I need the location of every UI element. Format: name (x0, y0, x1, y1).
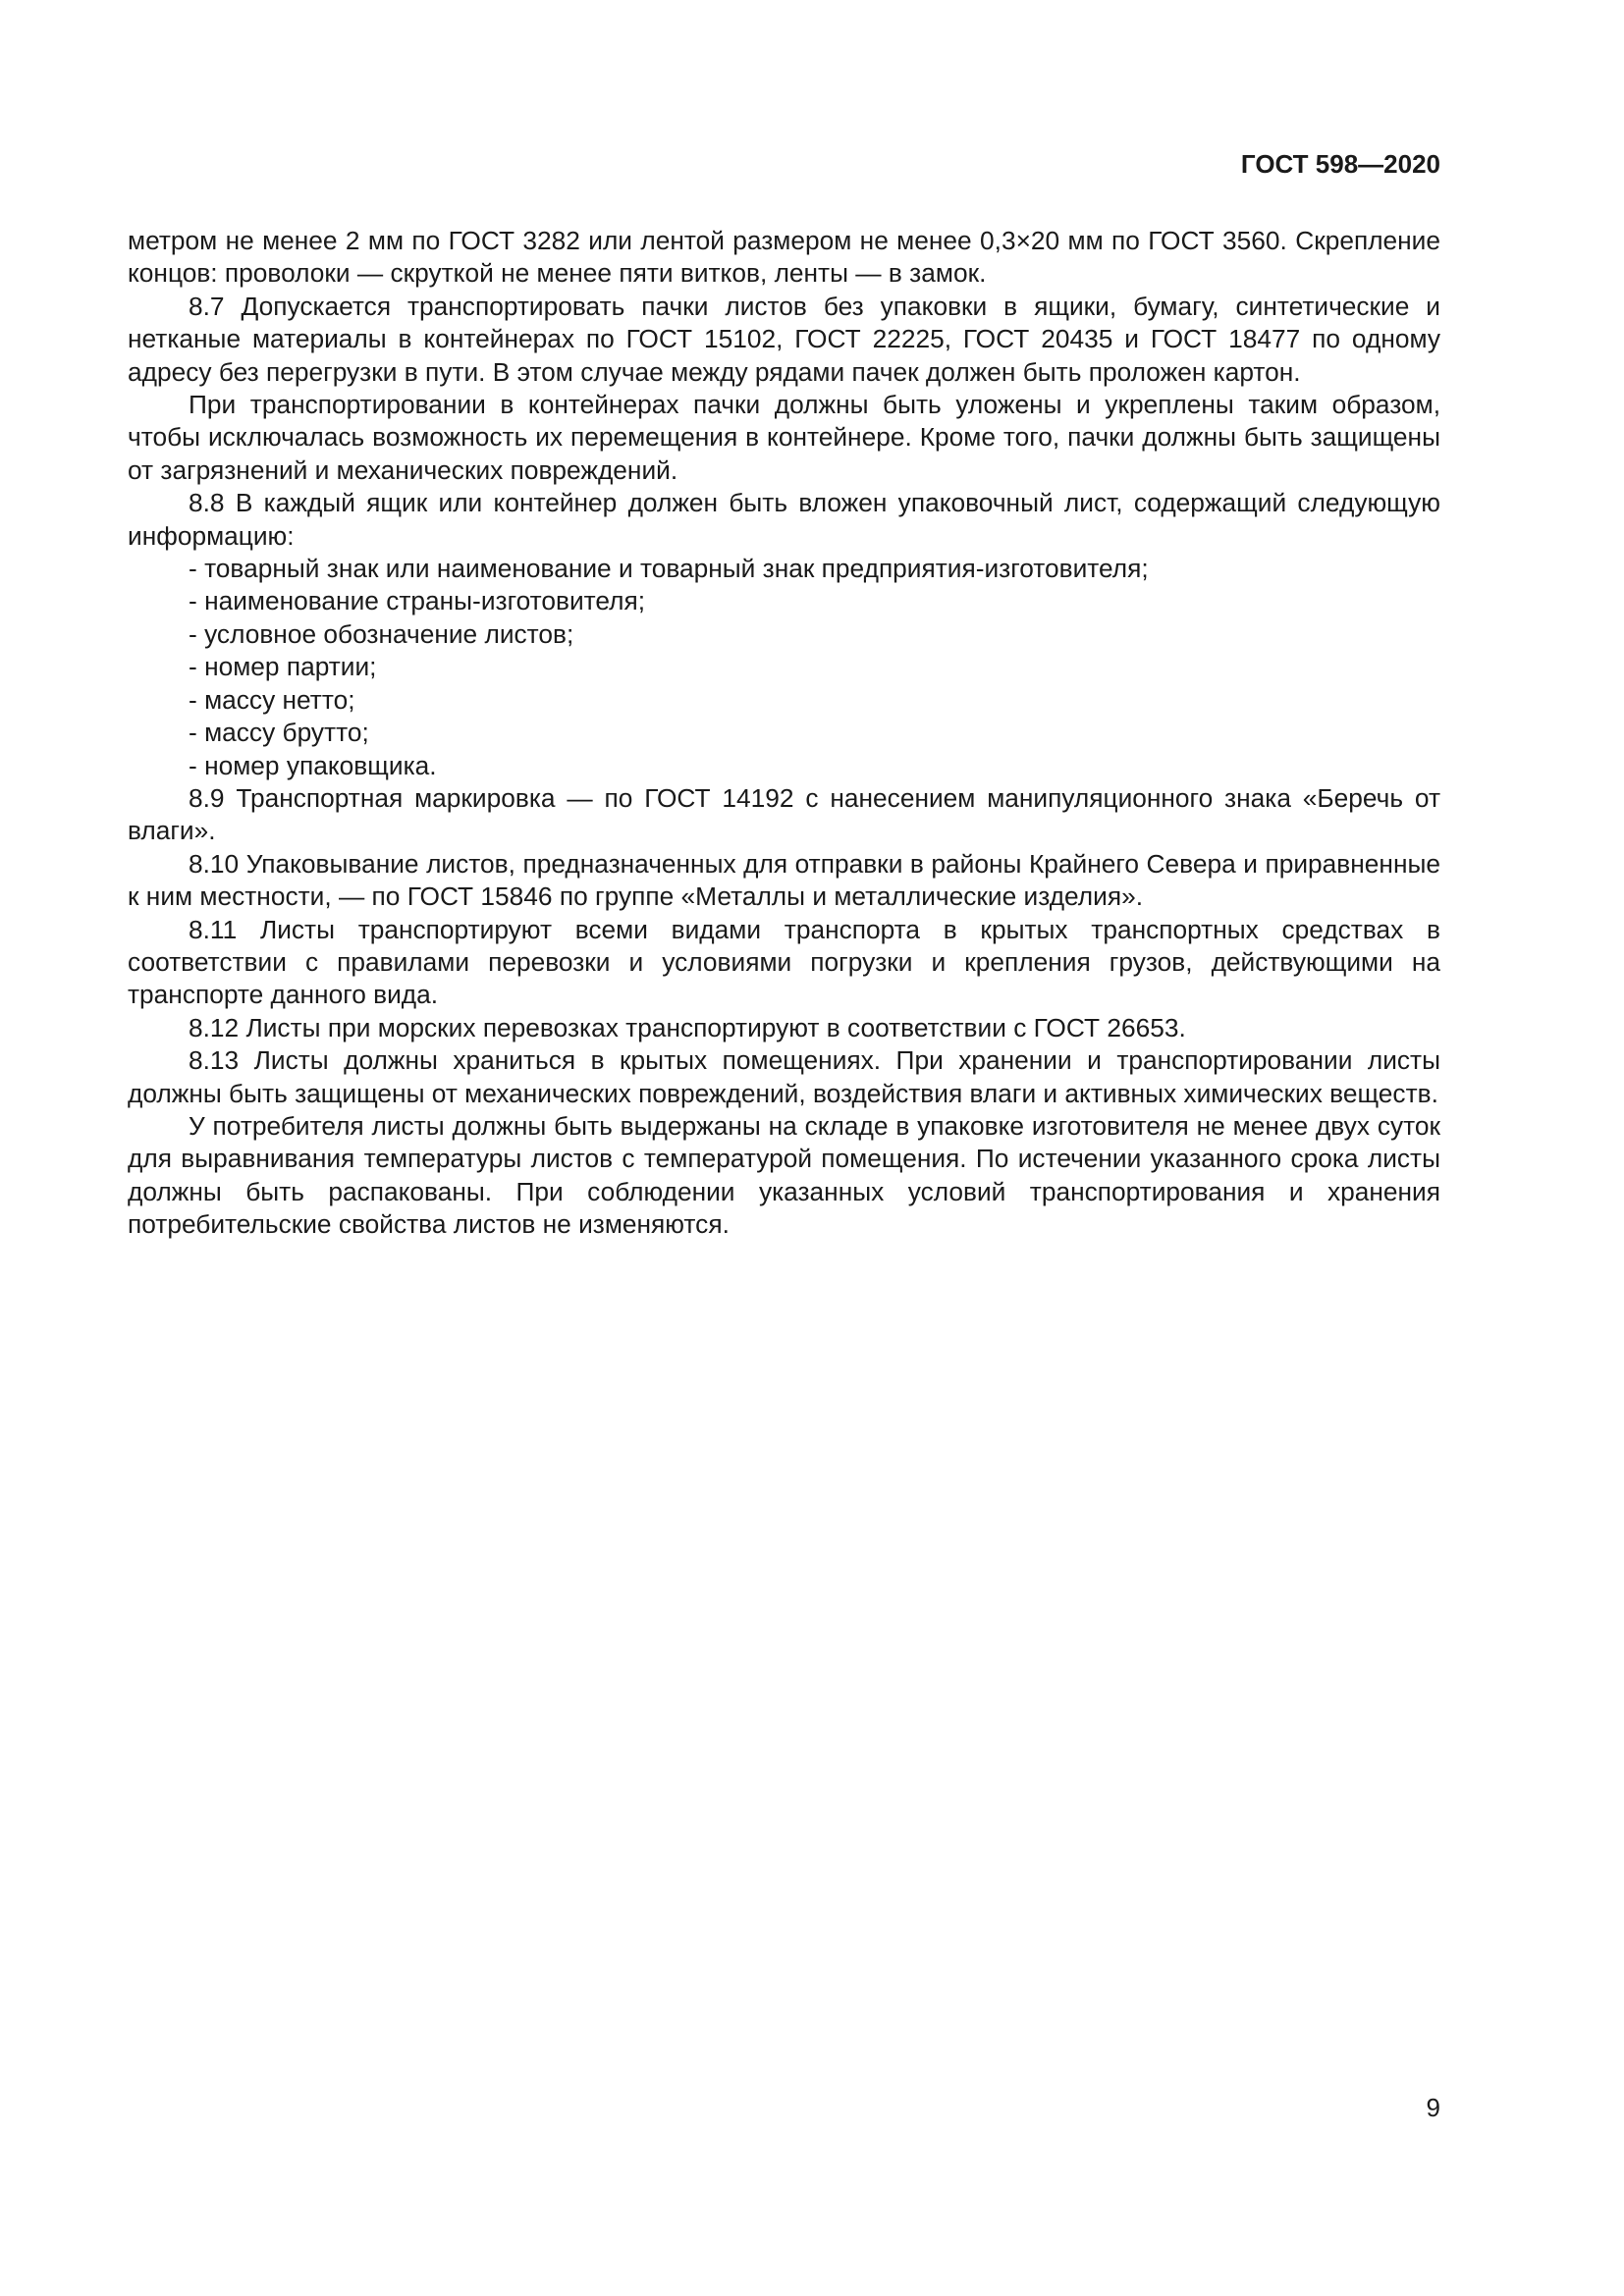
list-item: - массу нетто; (189, 684, 355, 715)
paragraph-8-11: 8.11 Листы транспортируют всеми видами транспорта в крытых транспортных средствах в соответствии с правилами перевозки и условиями погрузки и крепления грузов, действующими на транспорте данного вида. (128, 914, 1440, 1010)
page-number: 9 (1426, 2093, 1440, 2122)
list-item: - номер партии; (189, 652, 377, 682)
paragraph-8-8: 8.8 В каждый ящик или контейнер должен быть вложен упаковочный лист, содержащий следующую информацию: (128, 488, 1440, 551)
paragraph-8-9: 8.9 Транспортная маркировка — по ГОСТ 14192 с нанесением манипуляционного знака «Беречь от влаги». (128, 782, 1440, 846)
paragraph-8-7: 8.7 Допускается транспортировать пачки листов без упаковки в ящики, бумагу, синтетические и нетканые материалы в контейнерах по ГОСТ 15102, ГОСТ 22225, ГОСТ 20435 и ГОСТ 18477 по одному адресу без перегрузки в пути. В этом случае между рядами пачек должен быть проложен картон. (128, 291, 1440, 387)
list-item: - товарный знак или наименование и товарный знак предприятия-изготовителя; (189, 554, 1149, 584)
paragraph-8-13: 8.13 Листы должны храниться в крытых помещениях. При хранении и транспортировании листы должны быть защищены от механических повреждений, воздействия влаги и активных химических веществ. (128, 1045, 1440, 1108)
list-item: - номер упаковщика. (189, 750, 437, 780)
paragraph-8-10: 8.10 Упаковывание листов, предназначенных для отправки в районы Крайнего Севера и приравненные к ним местности, — по ГОСТ 15846 по группе «Металлы и металлические изделия». (128, 848, 1440, 912)
paragraph-continuation: метром не менее 2 мм по ГОСТ 3282 или лентой размером не менее 0,3×20 мм по ГОСТ 3560. Скрепление концов: проволоки — скруткой не менее пяти витков, ленты — в замок. (128, 226, 1440, 289)
document-body (128, 225, 1440, 1242)
paragraph-8-12: 8.12 Листы при морских перевозках транспортируют в соответствии с ГОСТ 26653. (189, 1012, 1186, 1042)
paragraph-consumer-storage: У потребителя листы должны быть выдержаны на складе в упаковке изготовителя не менее двух суток для выравнивания температуры листов с температурой помещения. По истечении указанного срока листы должны быть распакованы. При соблюдении указанных условий транспортирования и хранения потребительские свойства листов не изменяются. (128, 1110, 1440, 1240)
list-item: - условное обозначение листов; (189, 618, 574, 649)
list-item: - массу брутто; (189, 718, 369, 748)
paragraph-container-transport: При транспортировании в контейнерах пачки должны быть уложены и укреплены таким образом, чтобы исключалась возможность их перемещения в контейнере. Кроме того, пачки должны быть защищены от загрязнений и механических повреждений. (128, 390, 1440, 485)
document-header-code: ГОСТ 598—2020 (1240, 149, 1440, 179)
list-item: - наименование страны-изготовителя; (189, 586, 646, 616)
